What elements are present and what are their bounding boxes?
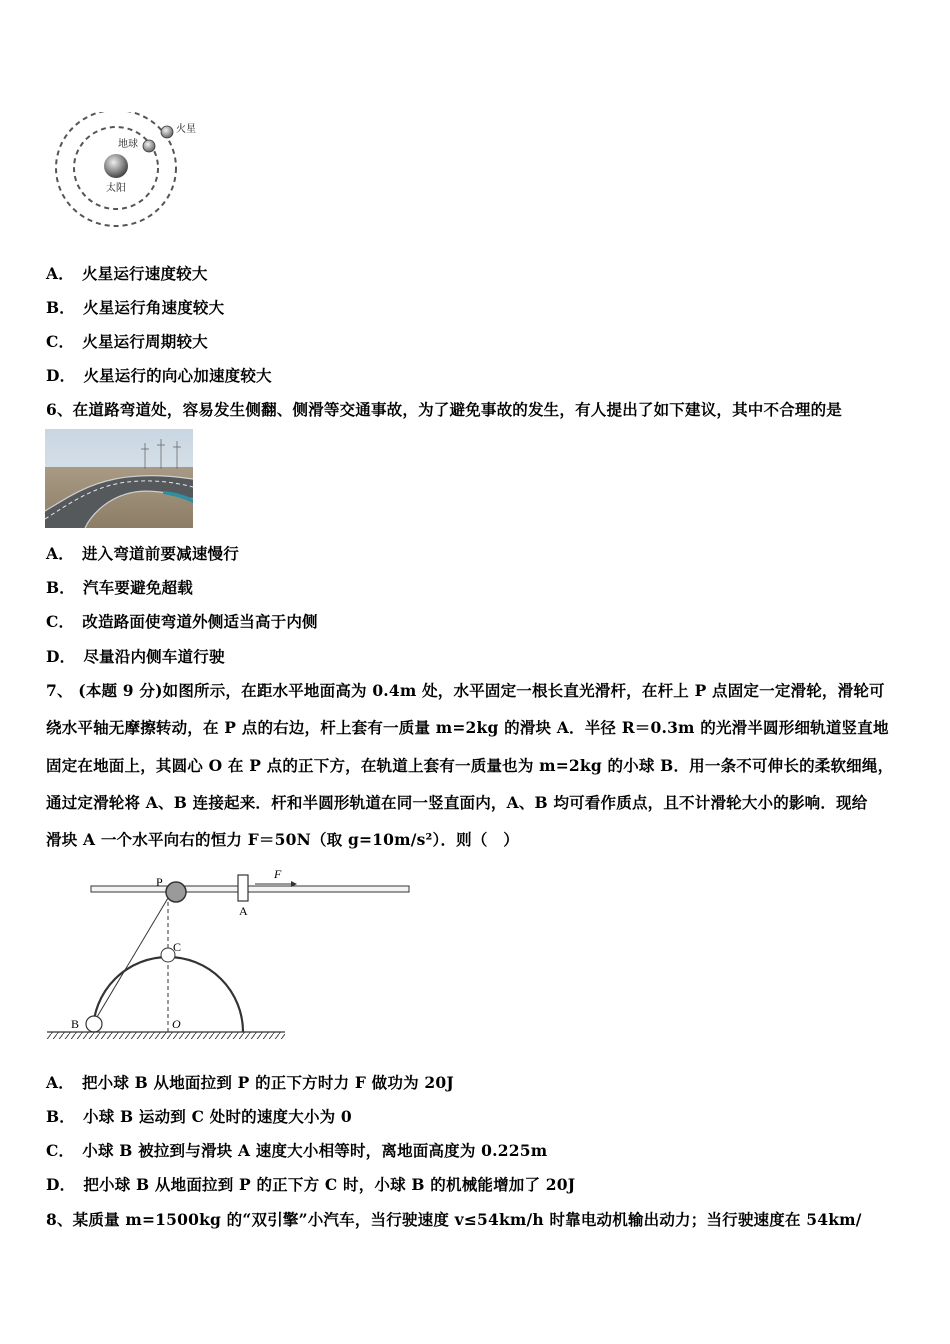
sun: [104, 154, 128, 178]
q5-option-d: D． 火星运行的向心加速度较大: [46, 366, 272, 385]
label-b: B: [71, 1017, 80, 1031]
q5-option-b: B． 火星运行角速度较大: [46, 298, 225, 317]
q7-option-d: D． 把小球 B 从地面拉到 P 的正下方 C 时，小球 B 的机械能增加了 20J: [46, 1175, 576, 1194]
mars-label: 火星: [176, 124, 196, 135]
orbit-diagram: [50, 112, 210, 230]
mars: [161, 126, 173, 138]
label-p: P: [156, 875, 163, 889]
curved-road-photo: [45, 429, 193, 528]
label-c: C: [173, 940, 182, 954]
earth: [143, 140, 155, 152]
slider-a: [238, 875, 248, 901]
rope: [94, 898, 168, 1022]
q6-option-b: B． 汽车要避免超载: [46, 578, 193, 597]
q6-option-a: A． 进入弯道前要减速慢行: [46, 544, 239, 563]
label-o: O: [172, 1017, 181, 1031]
q7-stem-line-3: 固定在地面上，其圆心 O 在 P 点的正下方，在轨道上套有一质量也为 m=2kg 的小球 B．用一条不可伸长的柔软细绳，: [46, 756, 894, 775]
label-a: A: [239, 904, 248, 918]
ball-b: [86, 1016, 102, 1032]
label-f: F: [274, 867, 282, 881]
sun-label: 太阳: [106, 183, 126, 194]
q7-stem-line-4: 通过定滑轮将 A、B 连接起来．杆和半圆形轨道在同一竖直面内，A、B 均可看作质点，且不计滑轮大小的影响．现给: [46, 793, 868, 812]
horizontal-rod: [91, 886, 409, 892]
pulley-track-diagram: [45, 866, 415, 1046]
q7-stem-line-1: 7、 (本题 9 分)如图所示，在距水平地面高为 0.4m 处，水平固定一根长直光滑杆，在杆上 P 点固定一定滑轮，滑轮可: [46, 681, 885, 700]
q7-stem-line-5: 滑块 A 一个水平向右的恒力 F＝50N（取 g=10m/s²）．则（ ）: [46, 830, 519, 849]
q6-option-d: D． 尽量沿内侧车道行驶: [46, 647, 225, 666]
q5-option-c: C． 火星运行周期较大: [46, 332, 208, 351]
q7-option-c: C． 小球 B 被拉到与滑块 A 速度大小相等时，离地面高度为 0.225m: [46, 1141, 548, 1160]
q8-stem-line-1: 8、某质量 m=1500kg 的“双引擎”小汽车，当行驶速度 v≤54km/h 时靠电动机输出动力；当行驶速度在 54km/: [46, 1210, 862, 1229]
q5-option-a: A． 火星运行速度较大: [46, 264, 208, 283]
q7-stem-line-2: 绕水平轴无摩擦转动，在 P 点的右边，杆上套有一质量 m=2kg 的滑块 A．半径 R＝0.3m 的光滑半圆形细轨道竖直地: [46, 718, 889, 737]
q6-option-c: C． 改造路面使弯道外侧适当高于内侧: [46, 612, 318, 631]
q7-option-b: B． 小球 B 运动到 C 处时的速度大小为 0: [46, 1107, 352, 1126]
pulley: [166, 882, 186, 902]
q7-option-a: A． 把小球 B 从地面拉到 P 的正下方时力 F 做功为 20J: [46, 1073, 454, 1092]
q6-stem: 6、在道路弯道处，容易发生侧翻、侧滑等交通事故，为了避免事故的发生，有人提出了如下建议，其中不合理的是: [46, 400, 842, 419]
earth-label: 地球: [118, 139, 138, 150]
